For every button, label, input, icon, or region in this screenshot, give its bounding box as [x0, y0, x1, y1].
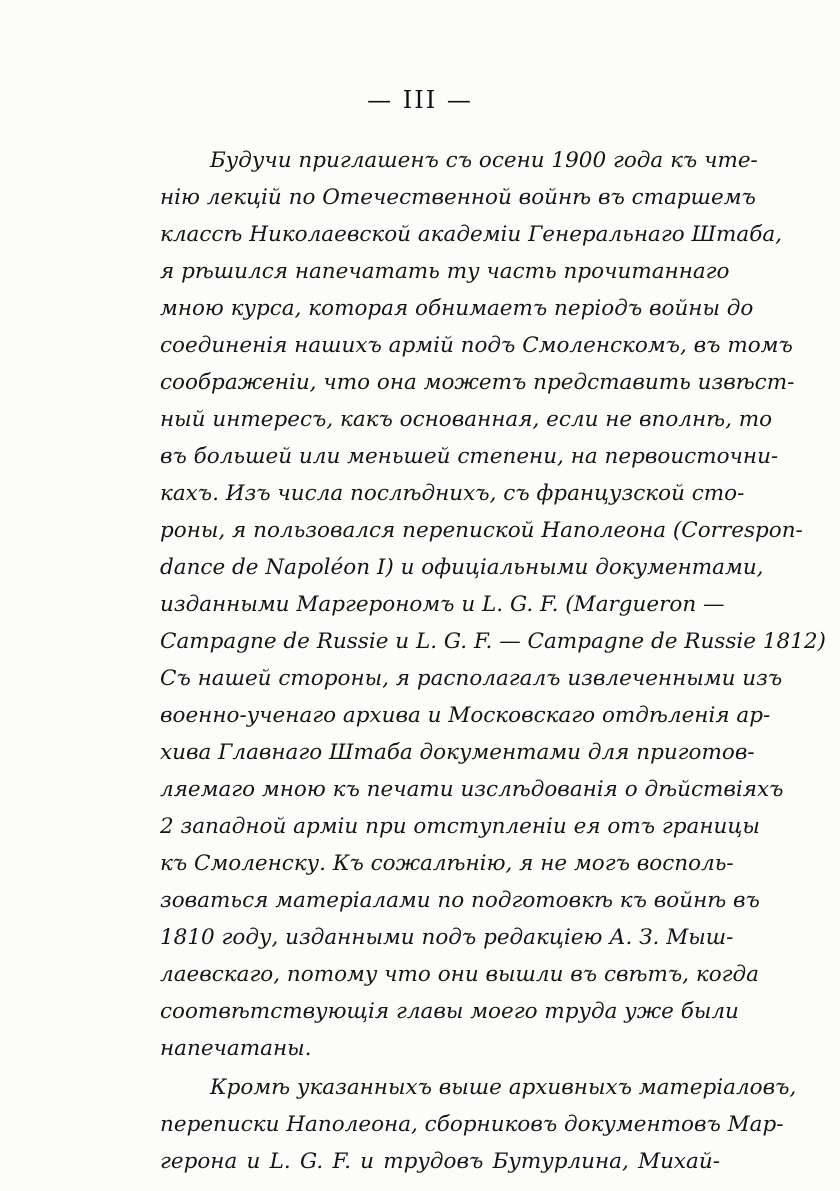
text-line: къ Смоленску. Къ сожалѣнію, я не могъ восполь-: [160, 851, 734, 876]
text-line: хива Главнаго Штаба документами для приготов-: [160, 740, 755, 765]
text-line: переписки Наполеона, сборниковъ документовъ Мар-: [160, 1112, 784, 1137]
text-line: кахъ. Изъ числа послѣднихъ, съ французской сто-: [160, 481, 745, 506]
text-line: напечатаны.: [160, 1036, 312, 1061]
text-line: лаевскаго, потому что они вышли въ свѣтъ, когда: [160, 962, 759, 987]
text-line: 2 западной арміи при отступленіи ея отъ границы: [160, 814, 760, 839]
text-line: Campagne de Russie и L. G. F. — Campagne de Russie 1812): [160, 629, 826, 654]
text-line: соотвѣтствующія главы моего труда уже были: [160, 999, 739, 1024]
text-line: соображеніи, что она можетъ представить извѣст-: [160, 370, 795, 395]
text-line: роны, я пользовался перепиской Наполеона (Correspon-: [160, 518, 803, 543]
text-line: въ большей или меньшей степени, на первоисточни-: [160, 444, 779, 469]
text-line: соединенія нашихъ армій подъ Смоленскомъ, въ томъ: [160, 333, 793, 358]
text-line: нію лекцій по Отечественной войнѣ въ старшемъ: [160, 185, 756, 210]
text-line: ный интересъ, какъ основанная, если не вполнѣ, то: [160, 407, 773, 432]
text-line: я рѣшился напечатать ту часть прочитаннаго: [160, 259, 730, 284]
text-line: классѣ Николаевской академіи Генеральнаго Штаба,: [160, 222, 783, 247]
text-line: зоваться матеріалами по подготовкѣ къ войнѣ въ: [160, 888, 760, 913]
text-line: мною курса, которая обнимаетъ періодъ войны до: [160, 296, 754, 321]
page-number: — III —: [367, 86, 473, 114]
text-line: dance de Napoléon I) и офиціальными документами,: [160, 555, 764, 580]
text-line: Кромѣ указанныхъ выше архивныхъ матеріаловъ,: [210, 1075, 797, 1100]
text-line: герона и L. G. F. и трудовъ Бутурлина, Михай-: [160, 1149, 720, 1174]
text-line: Съ нашей стороны, я располагалъ извлеченными изъ: [160, 666, 783, 691]
text-line: 1810 году, изданными подъ редакціею А. З. Мыш-: [160, 925, 734, 950]
text-line: ляемаго мною къ печати изслѣдованія о дѣйствіяхъ: [160, 777, 784, 802]
text-line: изданными Маргерономъ и L. G. F. (Margueron —: [160, 592, 725, 617]
text-line: военно-ученаго архива и Московскаго отдѣленія ар-: [160, 703, 771, 728]
text-line: Будучи приглашенъ съ осени 1900 года къ чте-: [210, 148, 758, 173]
